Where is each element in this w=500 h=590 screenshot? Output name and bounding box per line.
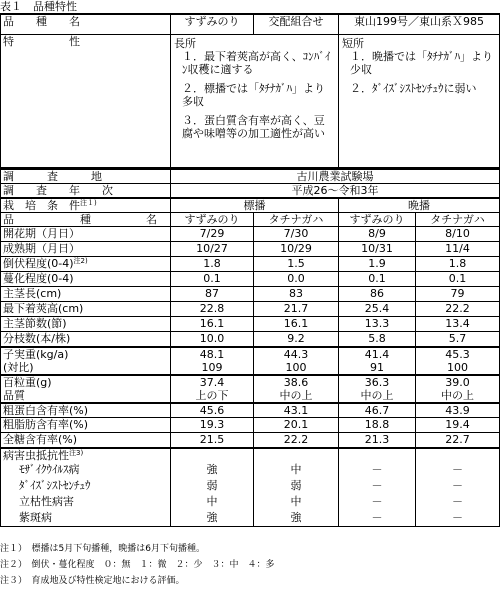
demerits-cell: [339, 34, 500, 167]
row-label: 全糖含有率(%): [1, 433, 171, 448]
variety-col-header: すずみのり: [171, 213, 254, 227]
footnote: 注２） 倒伏・蔓化程度 ０：無 １：微 ２：少 ３：中 ４：多: [0, 560, 275, 570]
resistance-label: 病害虫抵抗性$^{注3)}$: [1, 448, 171, 463]
cross-label: 交配組合せ: [254, 14, 339, 34]
row-label: 最下着莢高(cm): [1, 302, 171, 317]
table-cell: 20.1: [254, 418, 339, 433]
table-cell: 91: [339, 361, 416, 375]
site-value: 古川農業試験場: [171, 169, 500, 184]
quality-label: 品質: [1, 389, 171, 403]
table-cell: 79: [416, 287, 500, 302]
table-cell: 強: [254, 511, 339, 527]
row-label: 粗蛋白含有率(%): [1, 403, 171, 418]
table-cell: 1.5: [254, 257, 339, 272]
note-mark-1: 注１): [80, 199, 97, 207]
table-cell: －: [339, 463, 416, 479]
table-cell: 45.3: [416, 347, 500, 361]
table-cell: 13.3: [339, 317, 416, 332]
table-cell: 41.4: [339, 347, 416, 361]
table-cell: 弱: [171, 479, 254, 495]
table-cell: 36.3: [339, 375, 416, 389]
table-cell: 7/30: [254, 227, 339, 242]
table-cell: 22.2: [254, 433, 339, 448]
table-cell: 中の上: [339, 389, 416, 403]
table-cell: 86: [339, 287, 416, 302]
table-cell: 21.5: [171, 433, 254, 448]
table-cell: 8/10: [416, 227, 500, 242]
table-cell: 48.1: [171, 347, 254, 361]
table-cell: 25.4: [339, 302, 416, 317]
table-cell: －: [416, 463, 500, 479]
table-cell: 9.2: [254, 332, 339, 347]
table-cell: 100: [416, 361, 500, 375]
site-label: 調 査 地: [1, 169, 171, 184]
table-cell: 39.0: [416, 375, 500, 389]
demerits-title: 短所: [342, 36, 364, 50]
table-cell: 1.9: [339, 257, 416, 272]
table-cell: －: [339, 495, 416, 511]
variety-col-header: タチナガハ: [254, 213, 339, 227]
footnote: 注３） 育成地及び特性検定地における評価。: [0, 576, 185, 586]
footnote: 注１） 標播は5月下旬播種，晩播は6月下旬播種。: [0, 544, 205, 554]
note-mark-3: 注3): [69, 448, 84, 457]
yield-ratio-label: (対比): [1, 361, 171, 375]
table-cell: 中の上: [254, 389, 339, 403]
table-cell: 18.8: [339, 418, 416, 433]
table-cell: 1.8: [416, 257, 500, 272]
table-cell: 強: [171, 511, 254, 527]
years-value: 平成26〜令和3年: [171, 184, 500, 199]
table-cell: 21.7: [254, 302, 339, 317]
variety-name-value: すずみのり: [171, 14, 254, 34]
resistance-item-label: ﾀﾞｲｽﾞｼｽﾄｾﾝﾁｭｳ: [1, 479, 171, 495]
table-cell: 21.3: [339, 433, 416, 448]
table-cell: 46.7: [339, 403, 416, 418]
variety-name-label: 品 種 名: [1, 14, 171, 34]
table-cell: 8/9: [339, 227, 416, 242]
table-cell: 中: [254, 463, 339, 479]
table-cell: 87: [171, 287, 254, 302]
table-cell: 22.7: [416, 433, 500, 448]
table-cell: 19.4: [416, 418, 500, 433]
row-label: 分枝数(本/株): [1, 332, 171, 347]
table-cell: 中: [254, 495, 339, 511]
late-sowing-header: 晩播: [339, 198, 500, 213]
table-cell: 0.1: [339, 272, 416, 287]
table-cell: 13.4: [416, 317, 500, 332]
traits-label: 特 性: [1, 34, 171, 167]
resistance-item-label: 立枯性病害: [1, 495, 171, 511]
merit-item: ２．標播では「ﾀﾁﾅｶﾞﾊ」より多収: [182, 81, 325, 108]
table-cell: 10/27: [171, 242, 254, 257]
table-cell: 0.1: [171, 272, 254, 287]
table-cell: －: [416, 511, 500, 527]
table-cell: 44.3: [254, 347, 339, 361]
table-cell: 43.1: [254, 403, 339, 418]
table-cell: 100: [254, 361, 339, 375]
standard-sowing-header: 標播: [171, 198, 339, 213]
table-cell: 16.1: [254, 317, 339, 332]
table-cell: 83: [254, 287, 339, 302]
footnotes: [0, 541, 275, 589]
table-cell: 45.6: [171, 403, 254, 418]
trial-results-table: [0, 168, 500, 527]
table-cell: 5.7: [416, 332, 500, 347]
table-cell: 43.9: [416, 403, 500, 418]
table-cell: 10.0: [171, 332, 254, 347]
resistance-item-label: ﾓｻﾞｲｸｳｲﾙｽ病: [1, 463, 171, 479]
row-label: 蔓化程度(0-4): [1, 272, 171, 287]
table-caption: 表１ 品種特性: [0, 0, 77, 13]
merit-item: ３．蛋白質含有率が高く、豆腐や味噌等の加工適性が高い: [182, 113, 325, 140]
variety-col-header: すずみのり: [339, 213, 416, 227]
yield-label: 子実重(kg/a): [1, 347, 171, 361]
cross-value: 東山199号／東山系Ｘ985: [339, 14, 500, 34]
grain-weight-label: 百粒重(g): [1, 375, 171, 389]
row-label: 倒伏程度$(0-4)^{注2)}$: [1, 257, 171, 272]
row-label: 主茎節数(節): [1, 317, 171, 332]
table-cell: 0.1: [416, 272, 500, 287]
table-cell: 109: [171, 361, 254, 375]
table-cell: 37.4: [171, 375, 254, 389]
demerit-item: １．晩播では「ﾀﾁﾅｶﾞﾊ」より少収: [350, 49, 493, 76]
row-label: 粗脂肪含有率(%): [1, 418, 171, 433]
table-cell: 11/4: [416, 242, 500, 257]
demerit-item: ２．ﾀﾞｲｽﾞｼｽﾄｾﾝﾁｭｳに弱い: [350, 81, 477, 95]
variety-info-table: [0, 13, 500, 168]
table-cell: 38.6: [254, 375, 339, 389]
table-cell: 22.8: [171, 302, 254, 317]
table-cell: 10/31: [339, 242, 416, 257]
table-cell: 10/29: [254, 242, 339, 257]
table-cell: －: [416, 495, 500, 511]
variety-col-header: タチナガハ: [416, 213, 500, 227]
table-cell: －: [339, 511, 416, 527]
years-label: 調 査 年 次: [1, 184, 171, 199]
variety-row-label: 品 種 名: [1, 213, 171, 227]
table-cell: 19.3: [171, 418, 254, 433]
table-cell: 上の下: [171, 389, 254, 403]
merits-title: 長所: [174, 36, 196, 50]
note-mark-2: 注2): [73, 257, 88, 265]
conditions-label: 栽 培 条 件$^{注1)}$: [1, 198, 171, 213]
table-cell: 7/29: [171, 227, 254, 242]
row-label: 成熟期（月日）: [1, 242, 171, 257]
row-label: 開花期（月日）: [1, 227, 171, 242]
table-cell: 16.1: [171, 317, 254, 332]
resistance-item-label: 紫斑病: [1, 511, 171, 527]
merits-cell: [171, 34, 339, 167]
table-cell: 中: [171, 495, 254, 511]
merit-item: １．最下着莢高が高く、ｺﾝﾊﾞｲﾝ収穫に適する: [182, 49, 331, 76]
table-cell: －: [416, 479, 500, 495]
table-cell: 中の上: [416, 389, 500, 403]
table-cell: 1.8: [171, 257, 254, 272]
table-cell: 5.8: [339, 332, 416, 347]
table-cell: 弱: [254, 479, 339, 495]
row-label: 主茎長(cm): [1, 287, 171, 302]
table-cell: 22.2: [416, 302, 500, 317]
table-cell: 0.0: [254, 272, 339, 287]
table-cell: 強: [171, 463, 254, 479]
table-cell: －: [339, 479, 416, 495]
